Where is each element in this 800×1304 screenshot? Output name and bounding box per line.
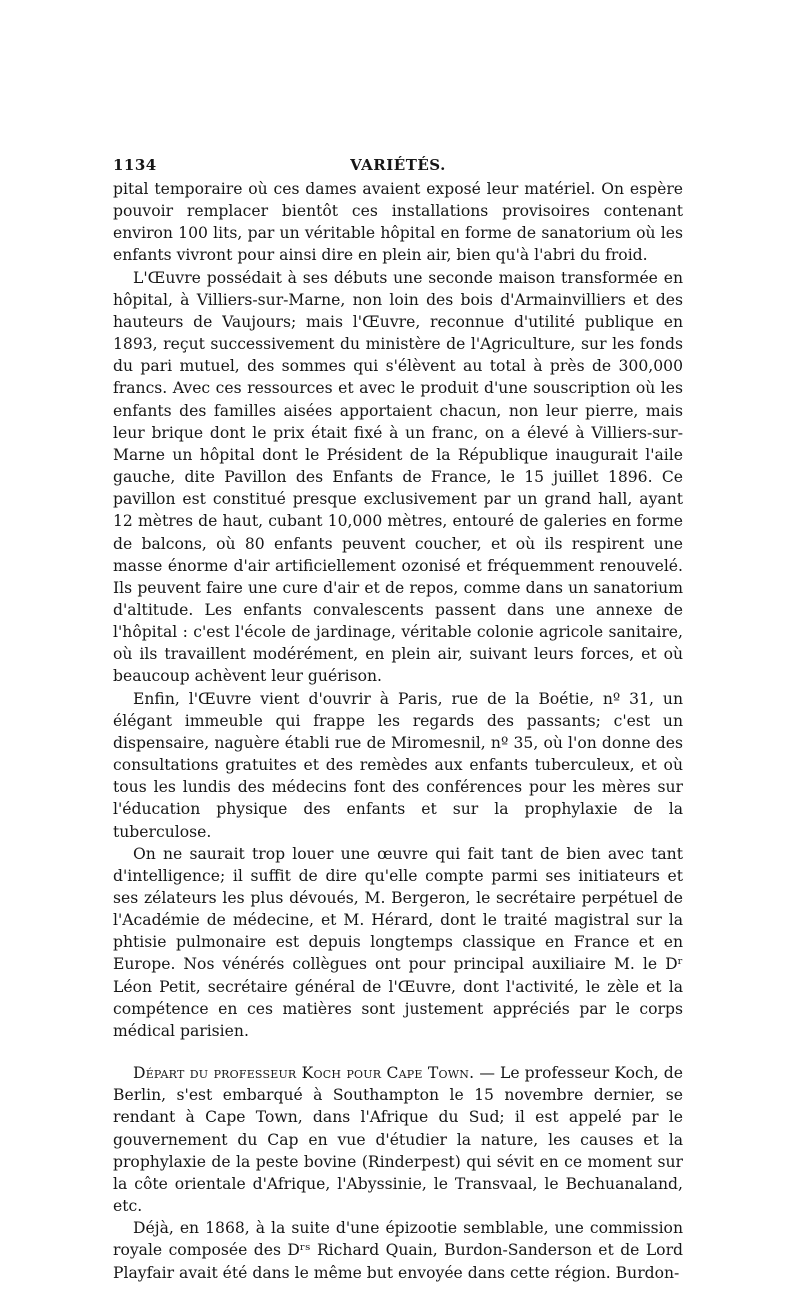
paragraph-continuation: pital temporaire où ces dames avaient exposé leur matériel. On espère pouvoir remplacer bientôt ces installations provisoires contenant environ 100 lits, par un véritable hôpital en forme de sanatorium où les enfants vivront pour ainsi dire en plein air, bien qu'à l'abri du froid. (113, 180, 683, 265)
running-head (113, 150, 683, 178)
book-page (113, 150, 683, 1284)
running-title: VARIÉTÉS. (350, 156, 446, 174)
paragraph-paris-dispensary: Enfin, l'Œuvre vient d'ouvrir à Paris, rue de la Boétie, nº 31, un élégant immeuble qui frappe les regards des passants; c'est un dispensaire, naguère établi rue de Miromesnil, nº 35, où l'on donne des consultations gratuites et des remèdes aux enfants tuberculeux, et où tous les lundis des médecins font des conférences pour les mères sur l'éducation physique des enfants et sur la prophylaxie de la tuberculose. (113, 689, 683, 841)
section-title: Départ du professeur Koch pour Cape Town. (133, 1064, 475, 1083)
section-lead-text: — Le professeur Koch, de Berlin, s'est embarqué à Southampton le 15 novembre dernier, se rendant à Cape Town, dans l'Afrique du Sud; il est appelé par le gouvernement du Cap en vue d'étudier la nature, les causes et la prophylaxie de la peste bovine (Rinderpest) qui sévit en ce moment sur la côte orientale d'Afrique, l'Abyssinie, le Transvaal, le Bechuanaland, etc. (113, 1064, 683, 1216)
paragraph-villiers-hospital: L'Œuvre possédait à ses débuts une seconde maison transformée en hôpital, à Villiers-sur-Marne, non loin des bois d'Armainvilliers et des hauteurs de Vaujours; mais l'Œuvre, reconnue d'utilité publique en 1893, reçut successivement du ministère de l'Agriculture, sur les fonds du pari mutuel, des sommes qui s'élèvent au total à près de 300,000 francs. Avec ces ressources et avec le produit d'une souscription où les enfants des familles aisées apportaient chacun, non leur pierre, mais leur brique dont le prix était fixé à un franc, on a élevé à Villiers-sur-Marne un hôpital dont le Président de la République inaugurait l'aile gauche, dite Pavillon des Enfants de France, le 15 juillet 1896. Ce pavillon est constitué presque exclusivement par un grand hall, ayant 12 mètres de haut, cubant 10,000 mètres, entouré de galeries en forme de balcons, où 80 enfants peuvent coucher, et où ils respirent une masse énorme d'air artificiellement ozonisé et fréquemment renouvelé. Ils peuvent faire une cure d'air et de repos, comme dans un sanatorium d'altitude. Les enfants convalescents passent dans une annexe de l'hôpital : c'est l'école de jardinage, véritable colonie agricole sanitaire, où ils travaillent modérément, en plein air, suivant leurs forces, et où beaucoup achèvent leur guérison. (113, 268, 683, 686)
section-spacer (113, 1042, 683, 1062)
page-number: 1134 (113, 156, 157, 174)
paragraph-praise: On ne saurait trop louer une œuvre qui fait tant de bien avec tant d'intelligence; il suffit de dire qu'elle compte parmi ses initiateurs et ses zélateurs les plus dévoués, M. Bergeron, le secrétaire perpétuel de l'Académie de médecine, et M. Hérard, dont le traité magistral sur la phtisie pulmonaire est depuis longtemps classique en France et en Europe. Nos vénérés collègues ont pour principal auxiliaire M. le Dʳ Léon Petit, secrétaire général de l'Œuvre, dont l'activité, le zèle et la compétence en ces matières sont justement appréciés par le corps médical parisien. (113, 844, 683, 1040)
paragraph-royal-commission: Déjà, en 1868, à la suite d'une épizootie semblable, une commission royale composée des Dʳˢ Richard Quain, Burdon-Sanderson et de Lord Playfair avait été dans le même but envoyée dans cette région. Burdon- (113, 1219, 683, 1282)
paragraph-koch-departure (113, 1062, 683, 1217)
